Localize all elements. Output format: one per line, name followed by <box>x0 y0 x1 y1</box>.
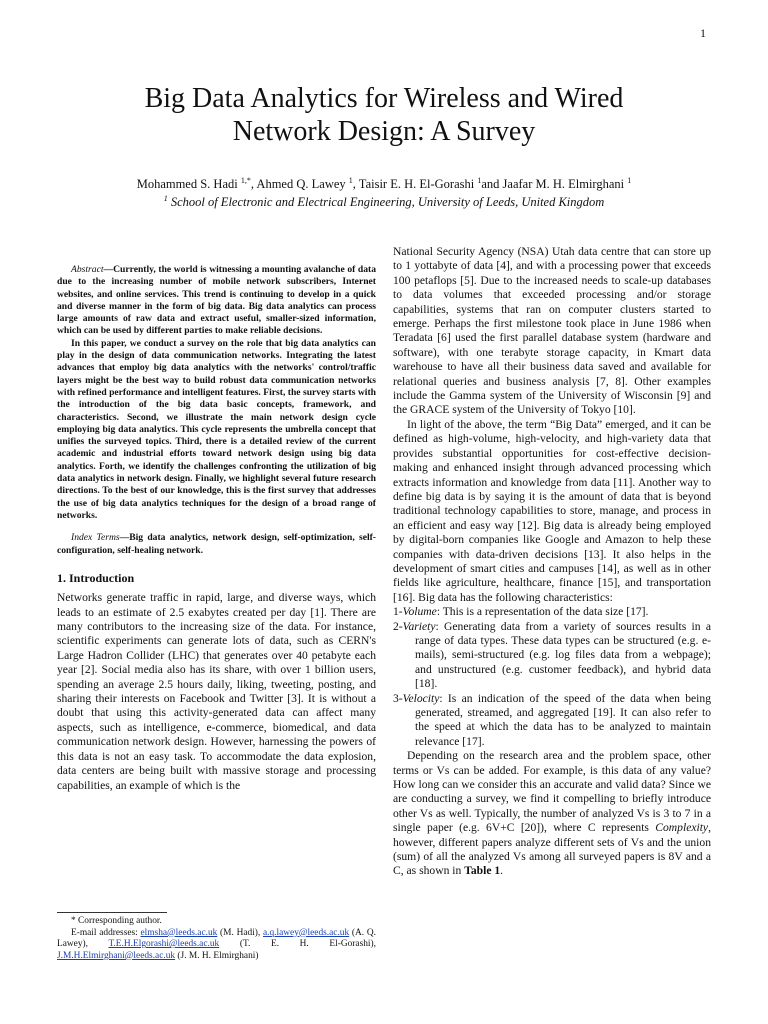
list-item-number: 3- <box>393 691 403 705</box>
list-item-label: Volume <box>402 605 437 619</box>
introduction-paragraph-1: Networks generate traffic in rapid, large, and diverse ways, which leads to an estimate of 2.5 exabytes created per day [1]. There are many contributors to the increasing size of the data. For instance, scientific experiments can generate lots of data, such as CERN's Large Hadron Collider (LHC) that generates over 40 petabyte each year [2]. Social media also has its share, with over 1 billion users, spending an average 2.5 hours daily, liking, tweeting, posting, and sharing their interests on Facebook and Twitter [3]. It is without a doubt that using this activity-generated data can affect many aspects, such as intelligence, e-commerce, biomedical, and data communication network design. However, harnessing the powers of this data is not an easy task. To accommodate the data explosion, data centers are being built with massive storage and processing capabilities, an example of which is the <box>57 591 376 792</box>
footnote <box>57 912 376 962</box>
abstract-label: Abstract <box>71 264 104 275</box>
author-name: Mohammed S. Hadi <box>136 177 238 192</box>
list-item-label: Variety <box>402 619 436 633</box>
paragraph-text: , however, different papers analyze different sets of Vs and the union (sum) of all the analyzed Vs among all surveyed papers is 8V and a C, as shown in <box>393 821 711 878</box>
index-terms-text: Big data analytics, network design, self-optimization, self-configuration, self-healing network. <box>57 532 377 556</box>
abstract-dash: — <box>103 264 114 275</box>
footnote-rule <box>57 912 167 913</box>
title-line-2: Network Design: A Survey <box>232 116 536 147</box>
list-item-number: 1- <box>393 605 403 619</box>
author-name: , Taisir E. H. El-Gorashi <box>352 177 475 192</box>
table-reference[interactable]: Table 1 <box>464 864 501 878</box>
email-addresses <box>57 928 376 963</box>
paragraph-text: Depending on the research area and the problem space, other terms or Vs can be added. For example, is this data of any value? How long can we consider this an accurate and valid data? Since we are conducting a survey, we find it compelling to briefly introduce other Vs as well. Typically, the number of analyzed Vs is 3 to 7 in a single paper (e.g. 6V+C [20]), where C represents <box>393 749 711 835</box>
right-column <box>393 245 711 879</box>
paragraph-end: . <box>500 864 504 878</box>
email-owner: (T. E. H. El-Gorashi), <box>219 939 376 950</box>
title-line-1: Big Data Analytics for Wireless and Wired <box>144 83 624 114</box>
left-column <box>57 264 376 793</box>
corresponding-author-note: * Corresponding author. <box>71 916 162 926</box>
email-link[interactable]: elmsha@leeds.ac.uk <box>140 927 218 938</box>
list-item-volume <box>393 605 711 619</box>
list-item-text: : Is an indication of the speed of the data when being generated, streamed, and aggregated [19]. It can also refer to the speed at which the data has to be analyzed to maintain relevance [17]. <box>415 691 711 748</box>
author-superscript: 1 <box>477 176 482 185</box>
author-superscript: 1 <box>627 176 632 185</box>
page-number: 1 <box>700 26 706 40</box>
abstract <box>57 264 376 522</box>
email-link[interactable]: T.E.H.Elgorashi@leeds.ac.uk <box>108 939 220 950</box>
index-terms <box>57 532 376 557</box>
author-list <box>40 176 728 192</box>
author-name: and Jaafar M. H. Elmirghani <box>481 177 625 192</box>
abstract-paragraph-2: In this paper, we conduct a survey on the role that big data analytics can play in the design of data communication networks. Integrating the latest advances that employ big data analytics with the networks' control/traffic layers might be the best way to build robust data communication networks with refined performance and intelligent features. First, the survey starts with the introduction of the big data basic concepts, framework, and characteristics. Second, we illustrate the main network design cycle employing big data analytics. This cycle represents the umbrella concept that unifies the surveyed topics. Third, there is a detailed review of the current academic and industrial efforts toward network design using big data analytics. Forth, we identify the challenges confronting the utilization of big data analytics in network design. Finally, we highlight several future research directions. To the best of our knowledge, this is the first survey that addresses the use of big data analytics techniques for the design of a broad range of networks. <box>57 337 376 521</box>
index-terms-dash: — <box>119 532 130 544</box>
author-superscript: 1,* <box>240 176 251 185</box>
list-item-velocity <box>393 692 711 750</box>
email-owner: (J. M. H. Elmirghani) <box>175 950 259 961</box>
affiliation-superscript: 1 <box>163 194 168 203</box>
index-terms-label: Index Terms <box>71 532 120 544</box>
abstract-paragraph-1 <box>57 264 376 338</box>
list-item-label: Velocity <box>402 691 440 705</box>
email-link[interactable]: J.M.H.Elmirghani@leeds.ac.uk <box>57 950 176 961</box>
right-paragraph-1: National Security Agency (NSA) Utah data centre that can store up to 1 yottabyte of data [4], and with a processing power that exceeds 100 petaflops [5]. Due to the increased needs to scale-up databases to data volumes that exceeded processing and/or storage capabilities, systems that ran on computer clusters started to emerge. Perhaps the first milestone took place in June 1986 when Teradata [6] used the first parallel database system (hardware and software), with one terabyte storage capacity, in Kmart data warehouse to have all their business data saved and available for relational queries and business analysis [7, 8]. Other examples include the Gamma system of the University of Wisconsin [9] and the GRACE system of the University of Tokyo [10]. <box>393 245 711 417</box>
email-link[interactable]: a.q.lawey@leeds.ac.uk <box>262 927 350 938</box>
list-item-text: : This is a representation of the data size [17]. <box>436 605 649 619</box>
list-item-number: 2- <box>393 619 403 633</box>
author-superscript: 1 <box>348 176 353 185</box>
index-terms-paragraph <box>57 532 376 557</box>
right-paragraph-2: In light of the above, the term “Big Data” emerged, and it can be defined as high-volume, high-velocity, and high-variety data that provides substantial opportunities for cost-effective decision-making and enhanced insight through advanced processing which extracts information and knowledge from data [11]. Another way to define big data is by saying it is the amount of data that is beyond traditional technology capabilities to store, manage, and process in an efficient and easy way [12]. Big data is already being employed by digital-born companies like Google and Amazon to help these companies with data-driven decisions [13]. It also helps in the development of smart cities and campuses [14], as well as in other fields like agriculture, healthcare, finance [15], and transportation [16]. Big data has the following characteristics: <box>393 417 711 604</box>
affiliation <box>40 194 728 210</box>
paper-title <box>60 82 708 148</box>
author-name: , Ahmed Q. Lawey <box>250 177 346 192</box>
section-heading-introduction: 1. Introduction <box>57 570 135 585</box>
affiliation-text: School of Electronic and Electrical Engineering, University of Leeds, United Kingdom <box>170 195 605 210</box>
abstract-text-1: Currently, the world is witnessing a mounting avalanche of data due to the increasing number of mobile network subscribers, Internet websites, and online services. This trend is continuing to develop in a quick and diverse manner in the form of big data. Big data analytics can process large amounts of raw data and extract useful, smaller-sized information, which can be used by different parties to make reliable decisions. <box>57 264 376 337</box>
right-paragraph-3 <box>393 749 711 879</box>
email-owner: (M. Hadi), <box>217 927 263 938</box>
email-owner: (A. Q. Lawey), <box>57 927 376 950</box>
list-item-text: : Generating data from a variety of sources results in a range of data types. These data types can be structured (e.g. e-mails), semi-structured (e.g. log files data from a webpage); and unstructured (e.g. customer feedback), and hybrid data [18]. <box>415 619 711 691</box>
list-item-variety <box>393 620 711 692</box>
email-label: E-mail addresses: <box>71 927 141 938</box>
complexity-term: Complexity <box>655 821 709 835</box>
